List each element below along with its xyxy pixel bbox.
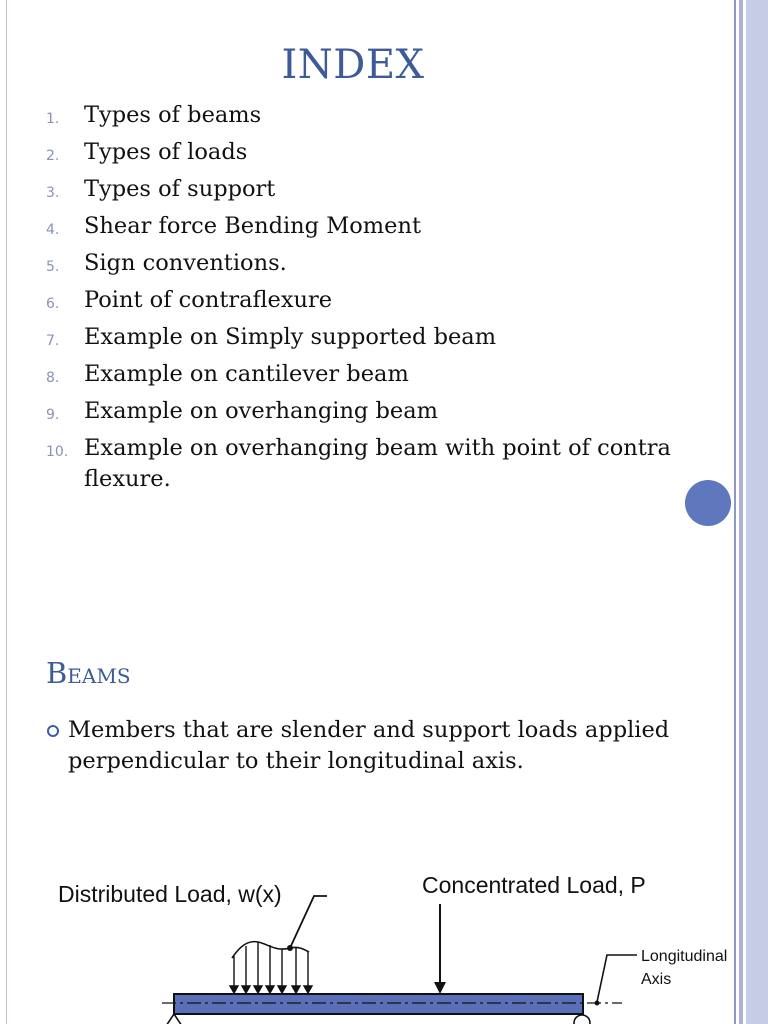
beam-diagram	[0, 860, 768, 1024]
index-item: 7. Example on Simply supported beam	[46, 324, 497, 350]
index-item: 5. Sign conventions.	[46, 250, 287, 276]
beams-definition: Members that are slender and support loads applied perpendicular to their longitudinal axis.	[68, 717, 670, 774]
decorative-circle	[685, 480, 731, 526]
roller-support-icon	[574, 1015, 590, 1024]
index-title: INDEX	[281, 42, 425, 88]
index-item: 4. Shear force Bending Moment	[46, 213, 421, 239]
pin-support-icon	[166, 1014, 182, 1024]
index-item: 10. Example on overhanging beam with point of contra flexure.	[46, 435, 671, 492]
index-item: 2. Types of loads	[46, 139, 248, 165]
section-title-beams: Beams	[46, 656, 131, 690]
axis-leader-line	[597, 955, 637, 1002]
index-item: 9. Example on overhanging beam	[46, 398, 438, 424]
index-item: 6. Point of contraflexure	[46, 287, 333, 313]
concentrated-load-label: Concentrated Load, P	[422, 872, 646, 898]
longitudinal-axis-label: Longitudinal	[641, 948, 728, 965]
concentrated-arrowhead-icon	[434, 982, 446, 994]
distributed-load-arrows-icon	[230, 942, 312, 993]
beam	[174, 994, 583, 1014]
axis-label: Axis	[641, 971, 672, 988]
bullet-ring-icon	[47, 725, 59, 737]
axis-dot-icon	[595, 1001, 600, 1006]
distributed-load-label: Distributed Load, w(x)	[58, 881, 282, 907]
index-item: 1. Types of beams	[46, 102, 262, 128]
distributed-leader-line	[290, 896, 327, 948]
index-item: 3. Types of support	[46, 176, 276, 202]
index-list	[44, 100, 704, 501]
index-item: 8. Example on cantilever beam	[46, 361, 409, 387]
